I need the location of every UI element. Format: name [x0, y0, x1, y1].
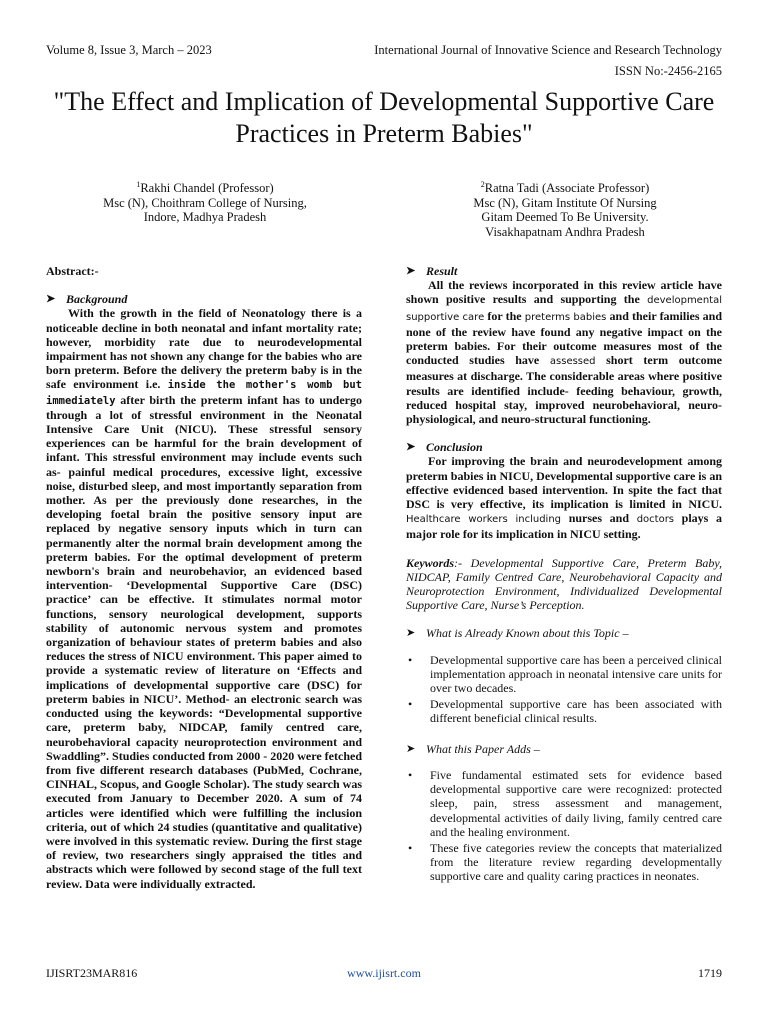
result-text-2: for the: [487, 308, 522, 323]
conclusion-text-2: nurses and: [568, 511, 630, 526]
background-paragraph: [46, 306, 362, 890]
adds-heading-text: What this Paper Adds –: [426, 741, 540, 756]
conclusion-heading: [406, 440, 722, 454]
result-text-sans-3: assessed: [549, 356, 596, 368]
background-text-mono: inside the mother's womb but immediately: [46, 379, 363, 407]
author-1: [60, 178, 350, 225]
author-2-location: Visakhapatnam Andhra Pradesh: [485, 224, 645, 239]
result-text-3: and their families and none of the review have found any negative impact on the preterm babies. For their outcome measures most of the conducted studies have: [406, 308, 723, 368]
arrow-bullet-icon: ➤: [406, 742, 416, 755]
author-1-sup: 1: [136, 180, 141, 189]
author-2-sup: 2: [480, 180, 485, 189]
list-item-text: Developmental supportive care has been a perceived clinical implementation approach in neonatal intensive care units for over two decades.: [430, 652, 722, 696]
list-item: [406, 841, 722, 884]
arrow-bullet-icon: ➤: [406, 441, 416, 454]
author-2-name: Ratna Tadi (Associate Professor): [484, 181, 650, 196]
background-heading-text: Background: [66, 292, 128, 307]
adds-heading: [406, 742, 722, 756]
bullet-dot-icon: •: [408, 767, 413, 782]
adds-list: [406, 768, 722, 884]
author-2-affiliation: Msc (N), Gitam Institute Of Nursing: [473, 195, 657, 210]
left-column: [46, 264, 362, 891]
result-text-4: short term outcome measures at discharge. The considerable areas where positive results are identified include- feeding behaviour, growth, reduced hospital stay, improved neurobehavioral, neuro-physiological, and neuro-structural functioning.: [406, 353, 723, 427]
conclusion-heading-text: Conclusion: [426, 440, 483, 455]
background-text-1: With the growth in the field of Neonatology there is a noticeable decline in both neonatal and infant mortality rate; however, morbidity rate due to neurodevelopmental impairment has not shown any change for the babies who are born preterm. Before the delivery the preterm baby is in the safe environment i.e.: [46, 306, 362, 392]
result-text-sans-2: preterms babies: [524, 311, 607, 323]
arrow-bullet-icon: ➤: [406, 265, 416, 277]
known-list: [406, 653, 722, 726]
list-item: [406, 697, 722, 725]
arrow-bullet-icon: ➤: [406, 627, 416, 640]
keywords: [406, 556, 722, 613]
result-paragraph: [406, 278, 722, 426]
keywords-label: Keywords: [406, 555, 454, 570]
volume-issue: Volume 8, Issue 3, March – 2023: [46, 43, 212, 57]
result-heading: [406, 264, 722, 278]
result-text-1: All the reviews incorporated in this review article have shown positive results and supporting the: [406, 278, 722, 307]
bullet-dot-icon: •: [408, 697, 413, 712]
author-2: [420, 178, 710, 239]
conclusion-text-sans-2: doctors: [636, 514, 675, 526]
author-1-affiliation: Msc (N), Choithram College of Nursing,: [103, 195, 307, 210]
conclusion-text-1: For improving the brain and neurodevelopment among preterm babies in NICU, Developmental supportive care is an effective evidenced based intervention. In spite the fact that DSC is very effective, its implication is limited in NICU.: [406, 454, 722, 512]
bullet-dot-icon: •: [408, 652, 413, 667]
known-heading-text: What is Already Known about this Topic –: [426, 626, 629, 641]
journal-name: International Journal of Innovative Science and Research Technology: [374, 43, 722, 57]
issn: ISSN No:-2456-2165: [614, 64, 722, 78]
right-column: [406, 264, 722, 886]
abstract-label: Abstract:-: [46, 264, 99, 278]
list-item-text: Five fundamental estimated sets for evidence based developmental supportive care were recognized: protected sleep, pain, stress assessment and management, developmental activities of daily living, family centred care and the healing environment.: [430, 767, 722, 839]
conclusion-text-3: plays a major role for its implication in NICU setting.: [406, 511, 723, 542]
keywords-text: :- Developmental Supportive Care, Preterm Baby, NIDCAP, Family Centred Care, Neurobehavioral Capacity and Neuroprotection Environment, Individualized Developmental Supportive Care, Nurse’s Perception.: [406, 555, 722, 613]
bullet-dot-icon: •: [408, 840, 413, 855]
background-heading: [46, 292, 362, 306]
footer-page-number: 1719: [698, 966, 722, 980]
list-item: [406, 653, 722, 696]
list-item-text: Developmental supportive care has been associated with different beneficial clinical results.: [430, 697, 722, 726]
arrow-bullet-icon: ➤: [46, 293, 56, 306]
result-heading-text: Result: [426, 264, 458, 278]
background-text-2: after birth the preterm infant has to undergo through a lot of stressful environment in the Neonatal Intensive Care Unit (NICU). These stressful sensory experiences can be harmful for the brain development of infant. This stressful environment may include events such as- painful medical procedures, excessive light, excessive noise, disturbed sleep, and most importantly separation from mother. As per the previously done researches, in the developing foetal brain the positive sensory input are replaced by negative sensory inputs which in turn can permanently alter the normal brain development among the preterm babies. For the optimal development of preterm newborn's brain and neurobehavior, an evidenced based intervention- ‘Developmental Supportive Care (DSC) practice’ can be effective. It stimulates normal motor functions, sensory neurological development, supports stability of autonomic nervous system and promotes organization of behaviour states of preterm babies and also reduces the stress of NICU environment. This paper aimed to provide a systematic review of literature on ‘Effects and implications of developmental supportive care (DSC) for preterm babies in NICU’. Method- an electronic search was conducted using the keywords: “Developmental supportive care, preterm baby, NIDCAP, family centred care, neurobehavioral capacity neuroprotection environment and Swaddling”. Studies conducted from 2000 - 2020 were fetched from five different research databases (PubMed, Cochrane, CINHAL, Scopus, and Google Scholar). The study search was executed from January to December 2020. A sum of 74 articles were identified which were fulfilling the inclusion criteria, out of which 24 studies (quantitative and qualitative) were involved in this systematic review. During the first stage of review, two researchers singly appraised the titles and abstracts which were followed by second stage of the full text review. Data were individually extracted.: [46, 392, 362, 891]
conclusion-paragraph: [406, 454, 722, 541]
list-item-text: These five categories review the concepts that materialized from the literature review regarding developmentally supportive care and quality caring practices in neonates.: [430, 840, 722, 884]
result-text-sans-1: developmental supportive care: [406, 295, 722, 323]
footer-website-link[interactable]: www.ijisrt.com: [347, 966, 421, 980]
paper-title: "The Effect and Implication of Developmental Supportive Care Practices in Preterm Babies": [53, 87, 715, 148]
conclusion-text-sans-1: Healthcare workers including: [406, 514, 562, 526]
author-1-location: Indore, Madhya Pradesh: [143, 210, 267, 225]
known-heading: [406, 626, 722, 640]
author-2-university: Gitam Deemed To Be University.: [481, 210, 649, 225]
footer-article-id: IJISRT23MAR816: [46, 966, 138, 980]
author-1-name: Rakhi Chandel (Professor): [140, 181, 274, 196]
list-item: [406, 768, 722, 839]
